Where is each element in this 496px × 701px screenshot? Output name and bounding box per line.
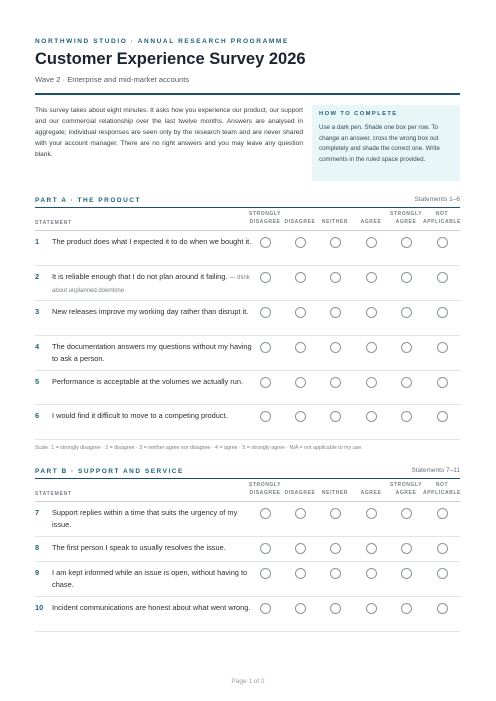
strongly-agree-answer-box[interactable] (401, 603, 412, 614)
statement-number: 10 (35, 603, 44, 612)
statement-row (35, 266, 460, 301)
agree-answer-box[interactable] (366, 508, 377, 519)
statement-number: 9 (35, 568, 40, 577)
strongly-disagree-answer-box[interactable] (260, 342, 271, 353)
agree-answer-box[interactable] (366, 543, 377, 554)
neither-answer-box[interactable] (330, 568, 341, 579)
disagree-answer-box[interactable] (295, 237, 306, 248)
statement-column-label: STATEMENT (35, 220, 73, 226)
strongly-disagree-answer-box[interactable] (260, 508, 271, 519)
strongly-disagree-answer-box[interactable] (260, 307, 271, 318)
statement-text-block (52, 306, 252, 318)
agree-column-label: AGREE (360, 218, 382, 225)
not-applicable-answer-box[interactable] (437, 411, 448, 422)
agree-answer-box[interactable] (366, 237, 377, 248)
neither-answer-box[interactable] (330, 272, 341, 283)
statement-row (35, 502, 460, 537)
statement-row (35, 231, 460, 266)
strongly-disagree-column-label: STRONGLY DISAGREE (248, 211, 282, 225)
statement-text-block (52, 341, 252, 365)
part-b-column-header (35, 479, 460, 502)
strongly-disagree-answer-box[interactable] (260, 237, 271, 248)
part-a-header (35, 196, 460, 208)
statement-row (35, 562, 460, 597)
statement-text-block (52, 507, 252, 531)
not-applicable-answer-box[interactable] (437, 307, 448, 318)
neither-column-label: NEITHER (321, 218, 349, 225)
part-a-section (35, 196, 460, 440)
statement-row (35, 537, 460, 562)
intro-paragraph: This survey takes about eight minutes. It asks how you experience our product, our support and our commercial relationship over the last twelve months. Answers are analysed in aggregate; individual responses are seen only by the research team and are never shared with your account manager. There are no right answers and you may leave any question blank. (35, 107, 303, 159)
disagree-answer-box[interactable] (295, 568, 306, 579)
strongly-disagree-answer-box[interactable] (260, 272, 271, 283)
strongly-disagree-answer-box[interactable] (260, 603, 271, 614)
strongly-agree-answer-box[interactable] (401, 411, 412, 422)
part-b-title: PART B · SUPPORT AND SERVICE (35, 468, 184, 475)
strongly-agree-answer-box[interactable] (401, 377, 412, 388)
how-to-complete-title: HOW TO COMPLETE (319, 111, 398, 117)
part-b-section (35, 467, 460, 632)
agree-answer-box[interactable] (366, 377, 377, 388)
statement-row (35, 597, 460, 632)
how-to-complete-text: Use a dark pen. Shade one box per row. To change an answer, cross the wrong box out completely and shade the correct one. Write comments in the ruled space provided. (319, 124, 440, 163)
agree-answer-box[interactable] (366, 411, 377, 422)
agree-answer-box[interactable] (366, 603, 377, 614)
disagree-answer-box[interactable] (295, 508, 306, 519)
statement-text: The documentation answers my questions without my having to ask a person. (52, 342, 252, 363)
statement-number: 7 (35, 508, 40, 517)
disagree-answer-box[interactable] (295, 411, 306, 422)
not-applicable-answer-box[interactable] (437, 237, 448, 248)
neither-answer-box[interactable] (330, 543, 341, 554)
not-applicable-column-label: NOT APPLICABLE (423, 211, 461, 225)
part-a-column-header (35, 208, 460, 231)
part-b-rows (35, 502, 460, 632)
not-applicable-answer-box[interactable] (437, 377, 448, 388)
disagree-column-label: DISAGREE (284, 218, 316, 225)
neither-answer-box[interactable] (330, 508, 341, 519)
not-applicable-answer-box[interactable] (437, 568, 448, 579)
statement-text: I am kept informed while an issue is open, without having to chase. (52, 568, 248, 589)
statement-text: The product does what I expected it to do when we bought it. (52, 237, 252, 246)
header-rule (35, 93, 460, 95)
not-applicable-answer-box[interactable] (437, 543, 448, 554)
strongly-agree-answer-box[interactable] (401, 543, 412, 554)
disagree-answer-box[interactable] (295, 543, 306, 554)
statement-text: New releases improve my working day rather than disrupt it. (52, 307, 249, 316)
scale-note: Scale: 1 = strongly disagree · 2 = disagree · 3 = neither agree nor disagree · 4 = agree · 5 = strongly agree · N/A = not applicable to my use. (35, 445, 363, 451)
strongly-agree-answer-box[interactable] (401, 568, 412, 579)
strongly-disagree-column-label: STRONGLY DISAGREE (248, 482, 282, 496)
strongly-disagree-answer-box[interactable] (260, 411, 271, 422)
statement-text-block (52, 567, 252, 591)
statement-text: Support replies within a time that suits the urgency of my issue. (52, 508, 238, 529)
statement-number: 8 (35, 543, 40, 552)
statement-text-block (52, 236, 252, 248)
statement-number: 2 (35, 272, 40, 281)
neither-answer-box[interactable] (330, 377, 341, 388)
statement-text-block (52, 410, 252, 422)
statement-row (35, 336, 460, 371)
strongly-disagree-answer-box[interactable] (260, 568, 271, 579)
statement-text-block (52, 376, 252, 388)
strongly-agree-column-label: STRONGLY AGREE (389, 211, 423, 225)
page-title: Customer Experience Survey 2026 (35, 50, 306, 68)
strongly-agree-answer-box[interactable] (401, 237, 412, 248)
not-applicable-column-label: NOT APPLICABLE (423, 482, 461, 496)
strongly-agree-answer-box[interactable] (401, 307, 412, 318)
strongly-agree-answer-box[interactable] (401, 508, 412, 519)
statement-column-label: STATEMENT (35, 491, 73, 497)
agree-answer-box[interactable] (366, 272, 377, 283)
statement-row (35, 371, 460, 405)
agree-answer-box[interactable] (366, 342, 377, 353)
not-applicable-answer-box[interactable] (437, 603, 448, 614)
statement-text-block (52, 542, 252, 554)
statement-number: 4 (35, 342, 40, 351)
disagree-answer-box[interactable] (295, 342, 306, 353)
disagree-answer-box[interactable] (295, 603, 306, 614)
page-subtitle: Wave 2 · Enterprise and mid-market accounts (35, 75, 190, 84)
statement-text-block (52, 271, 252, 297)
agree-answer-box[interactable] (366, 307, 377, 318)
statement-text: The first person I speak to usually resolves the issue. (52, 543, 226, 552)
part-a-range: Statements 1–6 (414, 196, 460, 203)
disagree-column-label: DISAGREE (284, 489, 316, 496)
statement-number: 3 (35, 307, 40, 316)
how-to-complete-box (312, 105, 460, 181)
neither-answer-box[interactable] (330, 237, 341, 248)
statement-number: 5 (35, 377, 40, 386)
part-a-title: PART A · THE PRODUCT (35, 197, 141, 204)
not-applicable-answer-box[interactable] (437, 272, 448, 283)
agree-column-label: AGREE (360, 489, 382, 496)
not-applicable-answer-box[interactable] (437, 342, 448, 353)
statement-text-block (52, 602, 252, 614)
statement-hint: — think about unplanned downtime (52, 275, 250, 294)
statement-text: Performance is acceptable at the volumes we actually run. (52, 377, 244, 386)
statement-number: 6 (35, 411, 40, 420)
disagree-answer-box[interactable] (295, 272, 306, 283)
statement-text: I would find it difficult to move to a competing product. (52, 411, 228, 420)
strongly-agree-answer-box[interactable] (401, 342, 412, 353)
strongly-agree-column-label: STRONGLY AGREE (389, 482, 423, 496)
strongly-disagree-answer-box[interactable] (260, 543, 271, 554)
statement-number: 1 (35, 237, 40, 246)
strongly-disagree-answer-box[interactable] (260, 377, 271, 388)
part-b-range: Statements 7–11 (411, 467, 460, 474)
programme-kicker: NORTHWIND STUDIO · ANNUAL RESEARCH PROGRAMME (35, 38, 289, 45)
part-b-header (35, 467, 460, 479)
statement-text: Incident communications are honest about what went wrong. (52, 603, 251, 612)
disagree-answer-box[interactable] (295, 377, 306, 388)
neither-column-label: NEITHER (321, 489, 349, 496)
disagree-answer-box[interactable] (295, 307, 306, 318)
statement-text: It is reliable enough that I do not plan around it failing. (52, 272, 228, 281)
agree-answer-box[interactable] (366, 568, 377, 579)
not-applicable-answer-box[interactable] (437, 508, 448, 519)
strongly-agree-answer-box[interactable] (401, 272, 412, 283)
neither-answer-box[interactable] (330, 342, 341, 353)
part-a-rows (35, 231, 460, 440)
page-footer: Page 1 of 2 (231, 678, 265, 685)
statement-row (35, 405, 460, 440)
neither-answer-box[interactable] (330, 603, 341, 614)
neither-answer-box[interactable] (330, 411, 341, 422)
neither-answer-box[interactable] (330, 307, 341, 318)
statement-row (35, 301, 460, 336)
